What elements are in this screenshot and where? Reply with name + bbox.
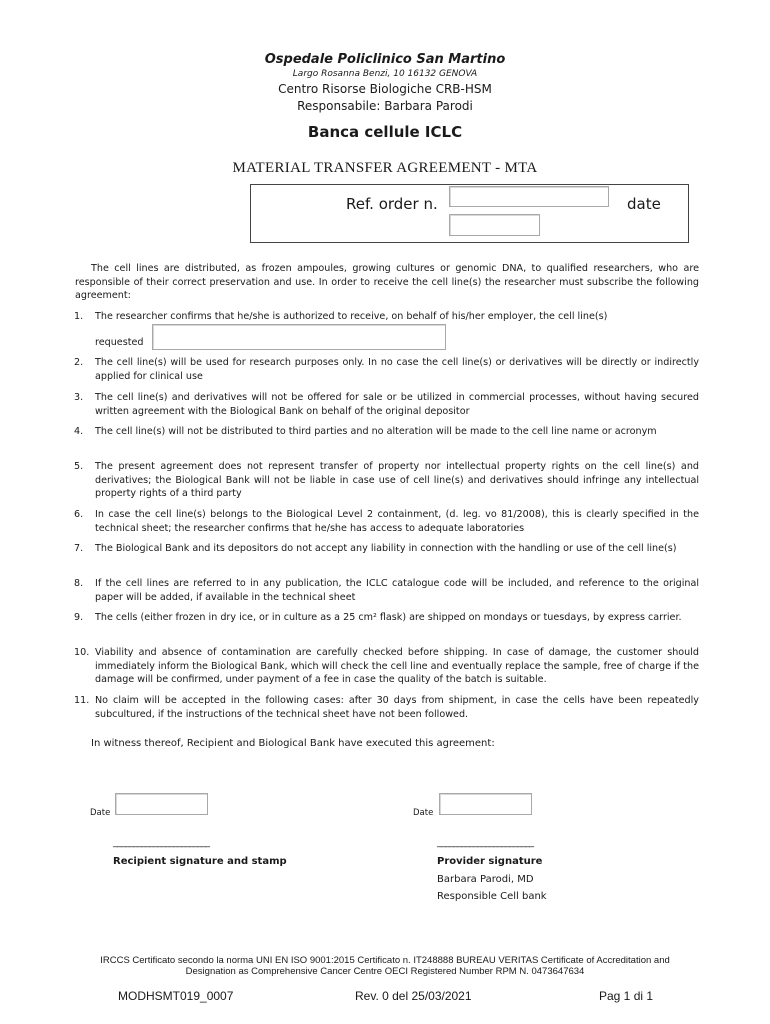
certification-line-1: IRCCS Certificato secondo la norma UNI EN ISO 9001:2015 Certificato n. IT248888 BUREAU VERITAS Certificate of Accreditation and bbox=[100, 955, 670, 966]
order-date-label: date bbox=[627, 195, 661, 213]
provider-date-label: Date bbox=[413, 808, 434, 818]
item-number: 4. bbox=[74, 426, 84, 437]
bank-name: Banca cellule ICLC bbox=[307, 123, 463, 141]
ref-order-input[interactable] bbox=[449, 186, 609, 207]
item-text: The cell line(s) will not be distributed to third parties and no alteration will be made to the cell line name or acronym bbox=[95, 426, 657, 437]
recipient-signature-line: ________________________ bbox=[113, 837, 209, 848]
item-text: The Biological Bank and its depositors do not accept any liability in connection with the handling or use of the cell line(s) bbox=[95, 543, 677, 554]
item-number: 1. bbox=[74, 311, 84, 322]
recipient-date-input[interactable] bbox=[115, 793, 208, 815]
item-number: 8. bbox=[74, 578, 84, 589]
item-number: 6. bbox=[74, 509, 84, 520]
page-number: Pag 1 di 1 bbox=[599, 989, 654, 1003]
item-number: 7. bbox=[74, 543, 84, 554]
recipient-signature-caption: Recipient signature and stamp bbox=[113, 856, 287, 867]
witness-statement: In witness thereof, Recipient and Biological Bank have executed this agreement: bbox=[91, 738, 495, 749]
order-date-input[interactable] bbox=[449, 214, 540, 236]
revision-info: Rev. 0 del 25/03/2021 bbox=[355, 989, 472, 1003]
item-text: The researcher confirms that he/she is authorized to receive, on behalf of his/her employer, the cell line(s) bbox=[95, 311, 608, 322]
provider-name: Barbara Parodi, MD bbox=[437, 874, 534, 885]
item-number: 10. bbox=[74, 647, 90, 658]
manager-name: Responsabile: Barbara Parodi bbox=[297, 99, 473, 113]
item-text: In case the cell line(s) belongs to the Biological Level 2 containment, (d. leg. vo 81/2008), this is clearly specified in the technical sheet; the researcher confirms that he/she has access to adequate laboratories bbox=[95, 509, 699, 534]
item-text: Viability and absence of contamination are carefully checked before shipping. In case of damage, the customer should immediately inform the Biological Bank, which will check the cell line and eventually replace the sample, free of charge if the damage will be confirmed, under payment of a fee in case the quality of the batch is suitable. bbox=[95, 647, 699, 685]
intro-paragraph: The cell lines are distributed, as frozen ampoules, growing cultures or genomic DNA, to qualified researchers, who are responsible of their correct preservation and use. In order to receive the cell line(s) the researcher must subscribe the following agreement: bbox=[75, 263, 699, 301]
ref-order-label: Ref. order n. bbox=[346, 195, 438, 213]
item-number: 2. bbox=[74, 357, 84, 368]
hospital-address: Largo Rosanna Benzi, 10 16132 GENOVA bbox=[292, 69, 478, 79]
item-number: 9. bbox=[74, 612, 84, 623]
item-text: The cells (either frozen in dry ice, or in culture as a 25 cm² flask) are shipped on mondays or tuesdays, by express carrier. bbox=[95, 612, 682, 623]
document-title: MATERIAL TRANSFER AGREEMENT - MTA bbox=[232, 160, 538, 176]
centre-name: Centro Risorse Biologiche CRB-HSM bbox=[278, 82, 492, 96]
recipient-date-label: Date bbox=[90, 808, 111, 818]
provider-role: Responsible Cell bank bbox=[437, 891, 547, 902]
item-text: If the cell lines are referred to in any publication, the ICLC catalogue code will be included, and reference to the original paper will be added, if available in the technical sheet bbox=[95, 578, 699, 603]
item-number: 11. bbox=[74, 695, 90, 706]
requested-cell-lines-input[interactable] bbox=[152, 324, 446, 350]
item-number: 3. bbox=[74, 392, 84, 403]
hospital-name: Ospedale Policlinico San Martino bbox=[264, 52, 506, 67]
item-text: The cell line(s) and derivatives will not be offered for sale or be utilized in commercial processes, without having secured written agreement with the Biological Bank on behalf of the original depositor bbox=[95, 392, 699, 417]
document-code: MODHSMT019_0007 bbox=[118, 989, 234, 1003]
item-number: 5. bbox=[74, 461, 84, 472]
certification-line-2: Designation as Comprehensive Cancer Centre OECI Registered Number RPM N. 0473647634 bbox=[185, 966, 585, 977]
item-text: The cell line(s) will be used for research purposes only. In no case the cell line(s) or derivatives will be directly or indirectly applied for clinical use bbox=[95, 357, 699, 382]
provider-date-input[interactable] bbox=[439, 793, 532, 815]
provider-signature-caption: Provider signature bbox=[437, 856, 543, 867]
item-text: The present agreement does not represent transfer of property nor intellectual property rights on the cell line(s) and derivatives; the Biological Bank will not be liable in case use of cell line(s) and derivatives should infringe any intellectual property rights of a third party bbox=[95, 461, 699, 499]
item-text: No claim will be accepted in the following cases: after 30 days from shipment, in case the cells have been repeatedly subcultured, if the instructions of the technical sheet have not been followed. bbox=[95, 695, 699, 720]
item-requested-label: requested bbox=[95, 337, 144, 348]
provider-signature-line: ________________________ bbox=[437, 837, 533, 848]
